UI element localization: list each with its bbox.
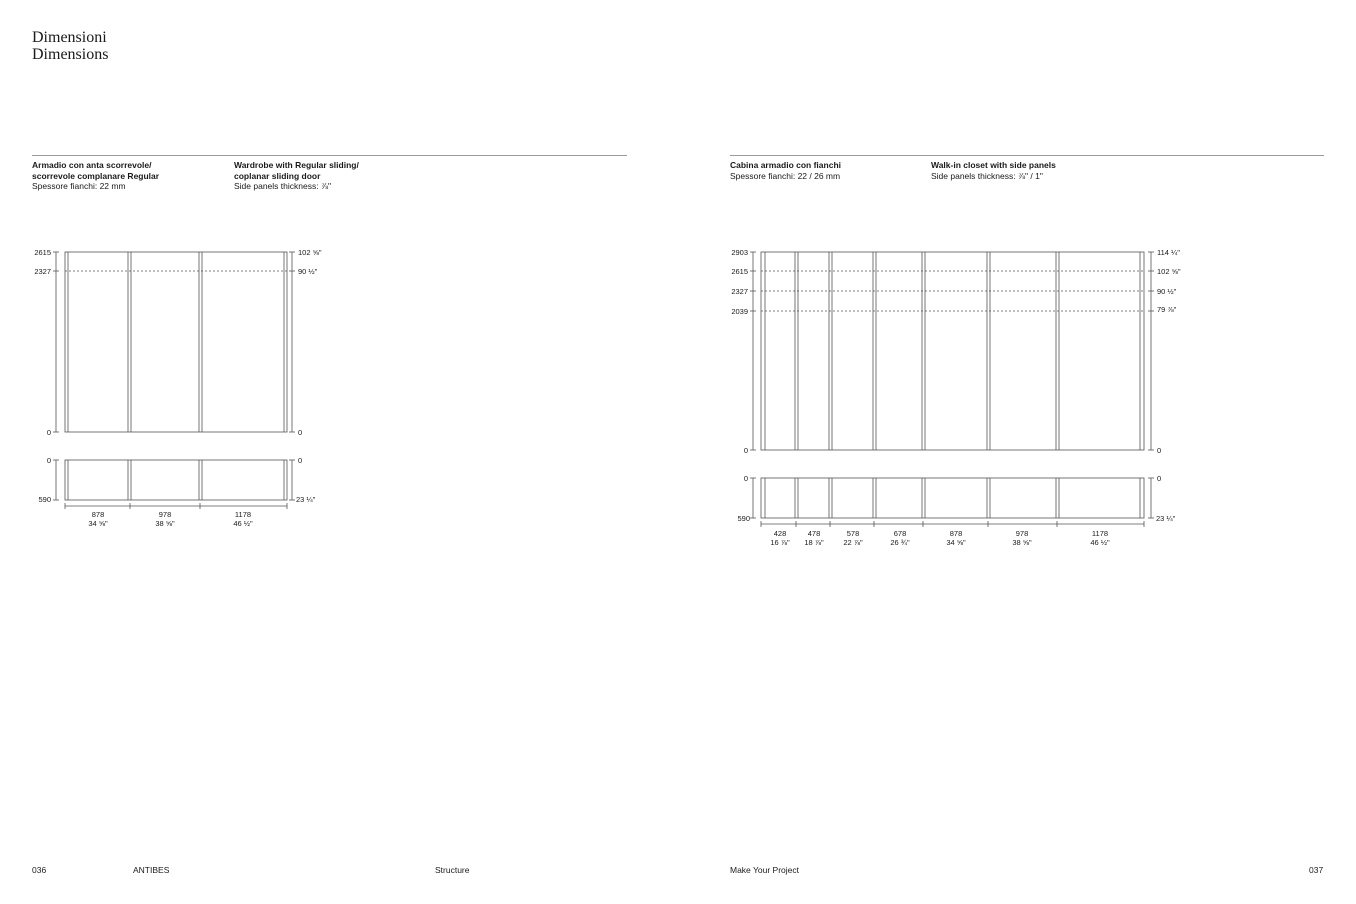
right-width-in-878: 34 ⅝" <box>946 538 966 547</box>
left-width-mm-1178: 1178 <box>234 510 252 519</box>
left-width-in-878: 34 ⅝" <box>88 519 108 528</box>
right-depth-in-0: 0 <box>1157 474 1162 483</box>
footer-collection: ANTIBES <box>133 865 170 875</box>
left-height-in-102: 102 ⅝" <box>298 248 322 257</box>
right-width-mm-478: 478 <box>807 529 821 538</box>
right-width-mm-578: 578 <box>846 529 860 538</box>
right-width-mm-428: 428 <box>773 529 787 538</box>
right-width-mm-678: 678 <box>893 529 907 538</box>
right-caption-english: Walk-in closet with side panels Side panels thickness: ⅞" / 1" <box>931 160 1056 181</box>
right-width-mm-878: 878 <box>949 529 963 538</box>
left-depth-in-0: 0 <box>298 456 303 465</box>
right-height-in-90: 90 ½" <box>1157 287 1177 296</box>
title-italian: Dimensioni <box>32 29 107 46</box>
right-height-in-114: 114 ¼" <box>1157 248 1180 257</box>
left-height-in-0: 0 <box>298 428 303 437</box>
right-height-mm-2327: 2327 <box>731 287 748 296</box>
left-depth-in-23: 23 ¼" <box>296 495 316 504</box>
right-height-in-0: 0 <box>1157 446 1162 455</box>
right-width-in-478: 18 ⅞" <box>804 538 824 547</box>
left-height-mm-0: 0 <box>46 428 51 437</box>
left-width-mm-878: 878 <box>91 510 105 519</box>
left-depth-mm-590: 590 <box>38 495 51 504</box>
right-height-in-102: 102 ⅝" <box>1157 267 1181 276</box>
left-height-mm-2615: 2615 <box>34 248 51 257</box>
left-width-mm-978: 978 <box>158 510 172 519</box>
right-depth-in-23: 23 ¼" <box>1156 514 1176 523</box>
right-width-in-678: 26 ¾" <box>890 538 910 547</box>
right-height-mm-2039: 2039 <box>731 307 748 316</box>
right-width-in-1178: 46 ½" <box>1090 538 1110 547</box>
right-height-mm-2903: 2903 <box>731 248 748 257</box>
page-number-right: 037 <box>1309 865 1324 875</box>
left-width-in-978: 38 ⅝" <box>155 519 175 528</box>
footer-chapter: Make Your Project <box>730 865 799 875</box>
left-caption-english: Wardrobe with Regular sliding/ coplanar sliding door Side panels thickness: ⅞" <box>234 160 359 191</box>
page-number-left: 036 <box>32 865 47 875</box>
left-width-in-1178: 46 ½" <box>233 519 253 528</box>
right-height-mm-0: 0 <box>743 446 748 455</box>
left-height-in-90: 90 ½" <box>298 267 318 276</box>
right-height-in-79: 79 ⅞" <box>1157 305 1177 314</box>
right-depth-mm-590: 590 <box>737 514 750 523</box>
left-height-mm-2327: 2327 <box>34 267 51 276</box>
right-height-mm-2615: 2615 <box>731 267 748 276</box>
footer-section: Structure <box>435 865 470 875</box>
left-depth-mm-0: 0 <box>46 456 51 465</box>
right-width-in-978: 38 ⅝" <box>1012 538 1032 547</box>
right-width-mm-978: 978 <box>1015 529 1029 538</box>
right-depth-mm-0: 0 <box>743 474 748 483</box>
right-width-mm-1178: 1178 <box>1091 529 1109 538</box>
right-caption-italian: Cabina armadio con fianchi Spessore fianchi: 22 / 26 mm <box>730 160 841 181</box>
right-width-in-428: 16 ⅞" <box>770 538 790 547</box>
right-width-in-578: 22 ⅞" <box>843 538 863 547</box>
left-caption-italian: Armadio con anta scorrevole/ scorrevole complanare Regular Spessore fianchi: 22 mm <box>32 160 160 191</box>
title-english: Dimensions <box>32 46 109 63</box>
